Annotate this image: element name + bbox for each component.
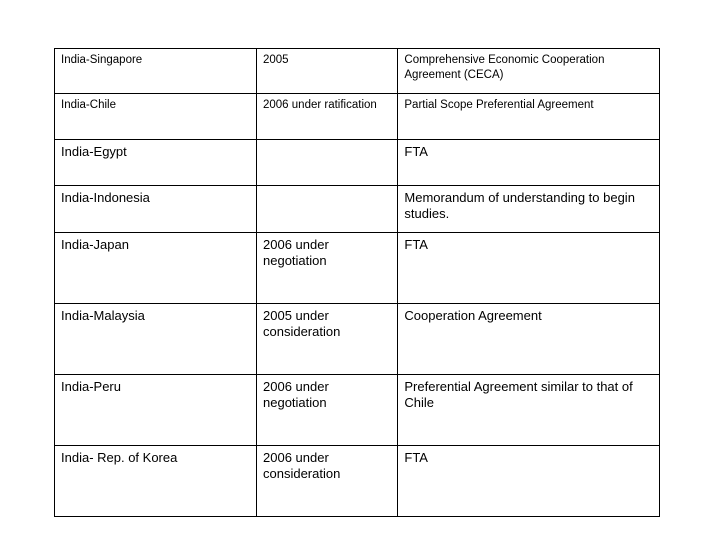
table-cell-status: 2006 under negotiation: [257, 233, 398, 304]
table-cell-status: 2006 under negotiation: [257, 375, 398, 446]
table-cell-status: 2005: [257, 49, 398, 94]
table-cell-partners: India-Malaysia: [55, 304, 257, 375]
table-cell-status: 2006 under consideration: [257, 446, 398, 517]
table-row: [55, 186, 660, 233]
table-cell-partners: India- Rep. of Korea: [55, 446, 257, 517]
table-row: [55, 140, 660, 186]
table-cell-agreement: Preferential Agreement similar to that of Chile: [398, 375, 660, 446]
table-row: [55, 233, 660, 304]
table-cell-agreement: FTA: [398, 233, 660, 304]
table-cell-partners: India-Egypt: [55, 140, 257, 186]
table-cell-agreement: Cooperation Agreement: [398, 304, 660, 375]
table-row: [55, 304, 660, 375]
table-cell-agreement: Memorandum of understanding to begin studies.: [398, 186, 660, 233]
table-cell-partners: India-Chile: [55, 94, 257, 140]
table-cell-partners: India-Indonesia: [55, 186, 257, 233]
table-row: [55, 49, 660, 94]
table-row: [55, 446, 660, 517]
table-cell-status: [257, 186, 398, 233]
table-row: [55, 94, 660, 140]
table-cell-partners: India-Singapore: [55, 49, 257, 94]
table-row: [55, 375, 660, 446]
table-cell-agreement: Comprehensive Economic Cooperation Agreement (CECA): [398, 49, 660, 94]
table-cell-status: 2006 under ratification: [257, 94, 398, 140]
table-cell-partners: India-Japan: [55, 233, 257, 304]
agreements-table: [54, 48, 660, 517]
table-cell-agreement: Partial Scope Preferential Agreement: [398, 94, 660, 140]
table-cell-agreement: FTA: [398, 140, 660, 186]
table-cell-agreement: FTA: [398, 446, 660, 517]
table-cell-status: 2005 under consideration: [257, 304, 398, 375]
table-cell-partners: India-Peru: [55, 375, 257, 446]
table-cell-status: [257, 140, 398, 186]
